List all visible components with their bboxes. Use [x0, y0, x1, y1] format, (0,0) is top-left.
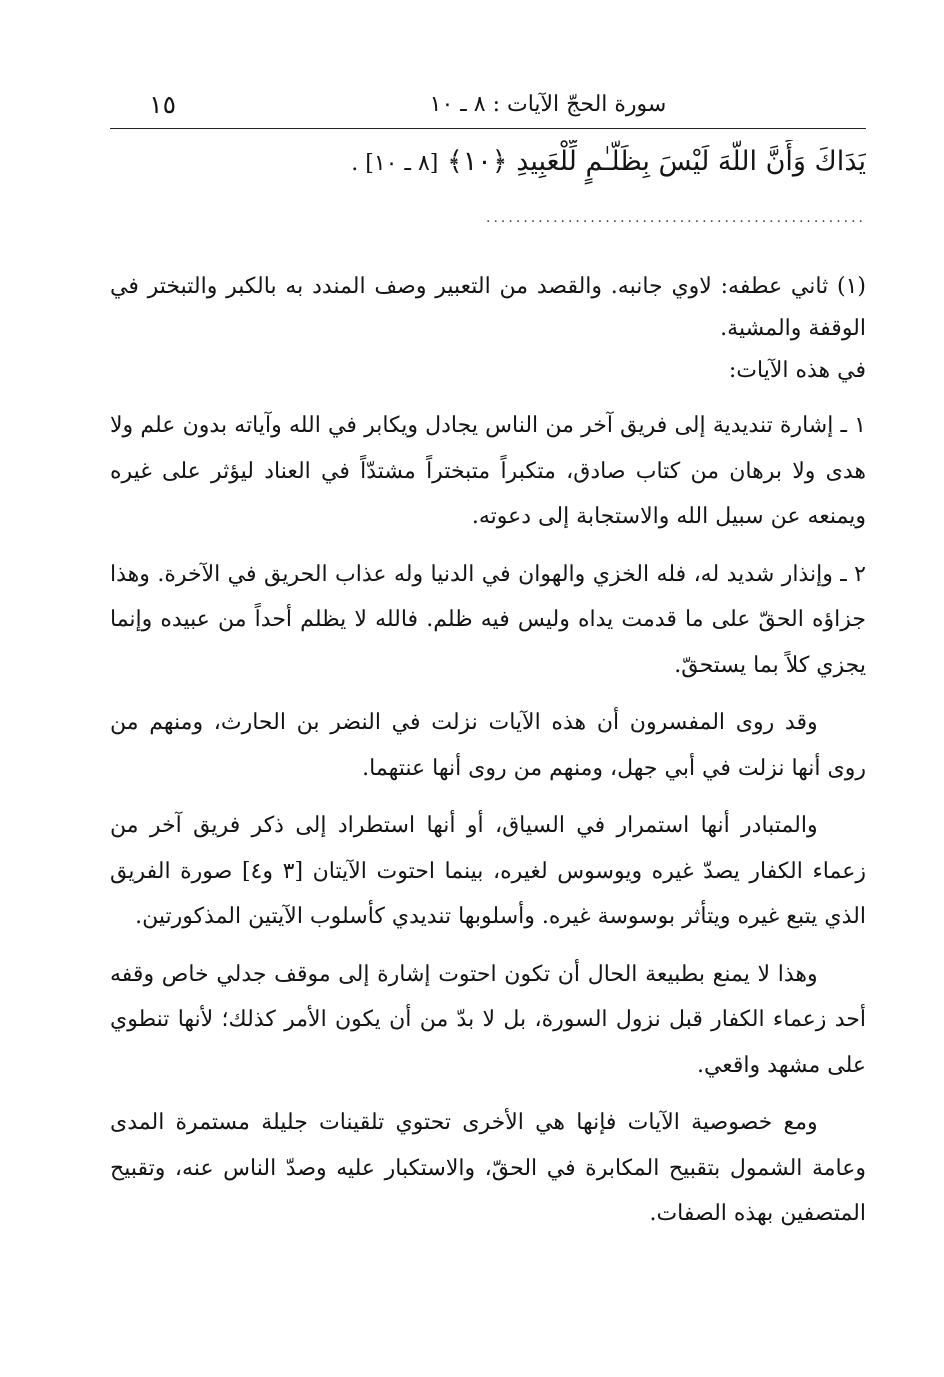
footnote: (١) ثاني عطفه: لاوي جانبه. والقصد من التعبير وصف المندد به بالكبر والتبختر في الوقفة والمشية. [110, 274, 866, 341]
running-title: سورة الحجّ الآيات : ٨ ـ ١٠ [429, 92, 667, 117]
paragraph: ٢ ـ وإنذار شديد له، فله الخزي والهوان في الدنيا وله عذاب الحريق في الآخرة. وهذا جزاؤه الحقّ على ما قدمت يداه وليس فيه ظلم. فالله لا يظلم أحداً من عبيده وإنما يجزي كلاً بما يستحقّ. [110, 561, 866, 678]
verse-text: يَدَاكَ وَأَنَّ اللَّهَ لَيْسَ بِظَلَّـٰمٍ لِّلْعَبِيدِ ﴿١٠﴾ [446, 146, 866, 177]
verse-reference: [٨ ـ ١٠] . [351, 151, 439, 176]
paragraph: ومع خصوصية الآيات فإنها هي الأخرى تحتوي تلقينات جليلة مستمرة المدى وعامة الشمول بتقبيح المكابرة في الحقّ، والاستكبار عليه وصدّ الناس عنه، وتقبيح المتصفين بهذه الصفات. [110, 1110, 866, 1226]
section-heading: في هذه الآيات: [728, 358, 866, 383]
paragraph: وقد روى المفسرون أن هذه الآيات نزلت في النضر بن الحارث، ومنهم من روى أنها نزلت في أبي جهل، ومنهم من روى أنها عنتهما. [110, 710, 866, 781]
page-number: ١٥ [149, 90, 176, 119]
quran-verse-line [110, 140, 866, 186]
commentary-body [110, 348, 866, 1249]
paragraph: والمتبادر أنها استمرار في السياق، أو أنها استطراد إلى ذكر فريق آخر من زعماء الكفار يصدّ غيره ويوسوس لغيره، بينما احتوت الآيتان [٣ و٤] صورة الفريق الذي يتبع غيره ويتأثر بوسوسة غيره. وأسلوبها تنديدي كأسلوب الآيتين المذكورتين. [110, 813, 866, 929]
paragraph: وهذا لا يمنع بطبيعة الحال أن تكون احتوت إشارة إلى موقف جدلي خاص وقفه أحد زعماء الكفار قبل نزول السورة، بل لا بدّ من أن يكون الأمر كذلك؛ لأنها تنطوي على مشهد واقعي. [110, 961, 866, 1078]
running-header [110, 88, 866, 124]
paragraph: ١ ـ إشارة تنديدية إلى فريق آخر من الناس يجادل ويكابر في الله وآياته بدون علم ولا هدى ولا برهان من كتاب صادق، متكبراً متبختراً مشتدّاً في العناد ليؤثر على غيره ويمنعه عن سبيل الله والاستجابة إلى دعوته. [110, 413, 866, 529]
header-rule [110, 128, 866, 129]
footnote-separator: ................................................... [486, 210, 866, 226]
book-page [110, 0, 866, 1377]
